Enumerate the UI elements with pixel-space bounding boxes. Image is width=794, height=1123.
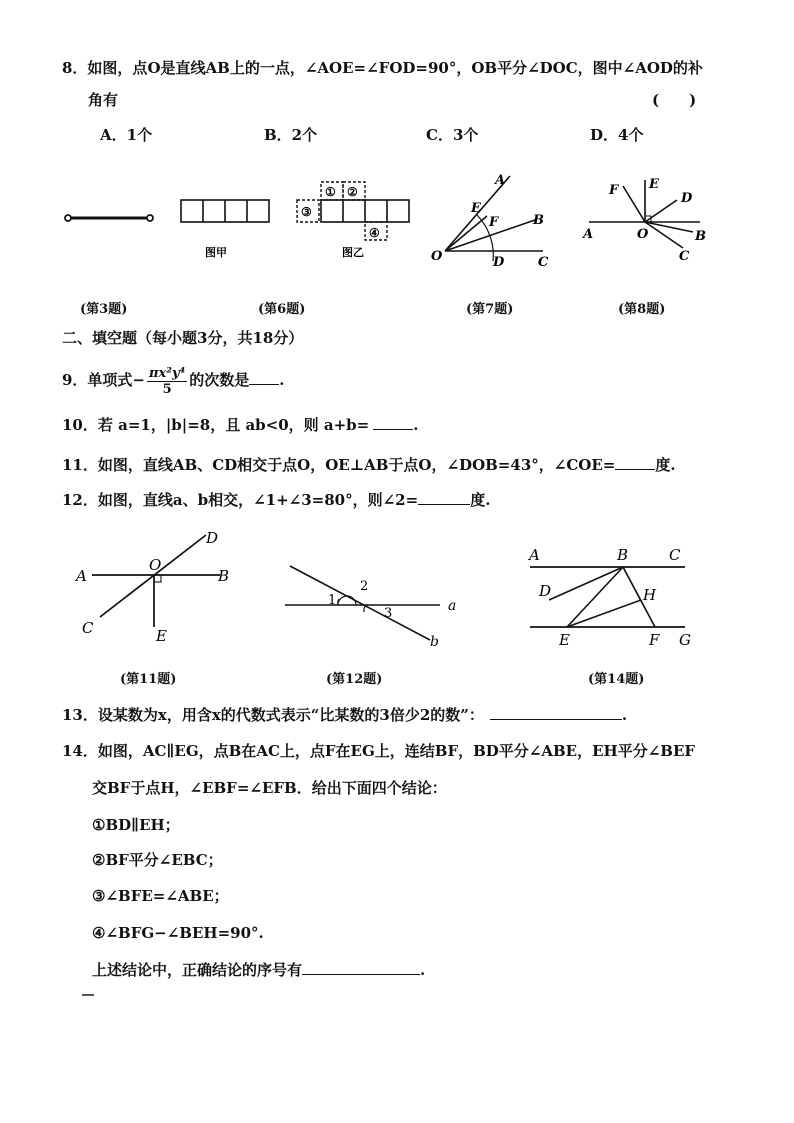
caption-q8: (第8题) [618,302,666,317]
stray-mark [82,994,94,996]
figure-q12 [280,560,470,650]
q10-end: . [413,416,419,434]
q9-fraction [147,366,187,397]
fig7-label-o: O [431,249,443,264]
q9-denominator: 5 [162,381,172,397]
fig6-label-yi: 图乙 [342,246,364,259]
fig6-mark-3: ③ [301,205,312,219]
q14-item-1: ①BD∥EH； [92,816,180,834]
q12 [62,490,490,510]
q10 [62,415,418,435]
q11-end: 度. [655,456,676,474]
q11-text: 11．如图，直线AB、CD相交于点O，OE⊥AB于点O，∠DOB=43°，∠COE= [62,456,616,474]
q13 [62,705,627,725]
fig8-label-e: E [649,177,659,192]
fig14-label-f: F [649,631,660,649]
q14-final [92,960,425,980]
fig8-label-b: B [695,229,706,244]
q11 [62,455,676,475]
fig7-label-d: D [493,255,505,270]
caption-q6: (第6题) [258,302,306,317]
fig14-label-b: B [617,546,629,564]
fig8-label-c: C [679,249,690,264]
q9-end: . [279,371,285,389]
fig6-mark-4: ④ [369,226,380,240]
caption-q14: (第14题) [588,672,645,687]
q13-text: 13．设某数为x，用含x的代数式表示“比某数的3倍少2的数”： [62,706,484,724]
q14-blank [302,960,420,975]
fig14-label-c: C [669,546,681,564]
q8-line2: 角有 [88,91,119,109]
fig11-label-a: A [76,567,87,585]
fig14-label-d: D [539,582,552,600]
q8-option-c: C．3个 [426,126,479,144]
q13-blank [490,705,622,720]
fig7-label-a: A [495,173,506,188]
q9 [62,360,284,400]
q9-blank [249,370,279,385]
q8-option-d: D．4个 [590,126,644,144]
fig8-label-a: A [583,227,594,242]
q14-line1: 14．如图，AC∥EG，点B在AC上，点F在EG上，连结BF，BD平分∠ABE，EH平分∠BEF [62,742,696,760]
q8-option-b: B．2个 [264,126,318,144]
q9-prefix: 9．单项式− [62,371,146,389]
caption-q11: (第11题) [120,672,177,687]
fig14-label-g: G [679,631,691,649]
q14-item-4: ④∠BFG−∠BEH=90°. [92,924,264,942]
fig11-label-e: E [156,627,167,645]
fig12-label-2: 2 [360,579,369,594]
q8-line1: 8．如图，点O是直线AB上的一点，∠AOE=∠FOD=90°，OB平分∠DOC，图中∠AOD的补 [62,59,703,77]
fig8-label-o: O [637,227,649,242]
q12-text: 12．如图，直线a、b相交，∠1+∠3=80°，则∠2= [62,491,419,509]
figure-q6 [175,178,420,263]
q10-text: 10．若 a=1，|b|=8，且 ab<0，则 a+b= [62,416,370,434]
fig11-label-d: D [206,529,219,547]
section-heading: 二、填空题（每小题3分，共18分） [62,329,304,347]
fig11-label-b: B [218,567,230,585]
fig14-label-a: A [529,546,540,564]
fig7-label-f: F [489,215,499,230]
q9-numerator: πx²y⁴ [149,365,186,381]
figure-q7 [425,168,565,273]
figure-q8 [575,172,715,267]
fig6-label-jia: 图甲 [205,246,227,259]
fig8-label-f: F [609,183,619,198]
fig14-label-h: H [643,586,657,604]
fig6-mark-2: ② [347,185,358,199]
fig6-mark-1: ① [325,185,336,199]
q14-item-2: ②BF平分∠EBC； [92,851,223,869]
q8-option-a: A．1个 [100,126,153,144]
q12-blank [418,490,470,505]
figure-q3 [60,205,170,235]
fig12-label-a: a [448,598,457,614]
caption-q7: (第7题) [466,302,514,317]
q8-answer-paren: ( ) [652,91,697,109]
fig12-label-1: 1 [328,593,337,608]
q14-final-text: 上述结论中，正确结论的序号有 [92,961,303,979]
q14-item-3: ③∠BFE=∠ABE； [92,887,229,905]
fig14-label-e: E [559,631,570,649]
q14-end: . [420,961,426,979]
q11-blank [615,455,655,470]
fig11-label-o: O [149,556,162,574]
fig12-label-b: b [430,634,439,650]
fig7-label-e: E [471,201,481,216]
q12-end: 度. [470,491,491,509]
caption-q3: (第3题) [80,302,128,317]
figure-q14 [525,540,705,655]
q13-end: . [621,706,628,724]
q9-suffix: 的次数是 [189,371,250,389]
fig8-label-d: D [681,191,693,206]
fig12-label-3: 3 [384,606,393,621]
q14-line2: 交BF于点H，∠EBF=∠EFB．给出下面四个结论： [92,779,447,797]
q10-blank [373,415,413,430]
fig7-label-c: C [538,255,549,270]
caption-q12: (第12题) [326,672,383,687]
fig7-label-b: B [533,213,544,228]
fig11-label-c: C [82,619,94,637]
figure-q11 [70,525,250,650]
